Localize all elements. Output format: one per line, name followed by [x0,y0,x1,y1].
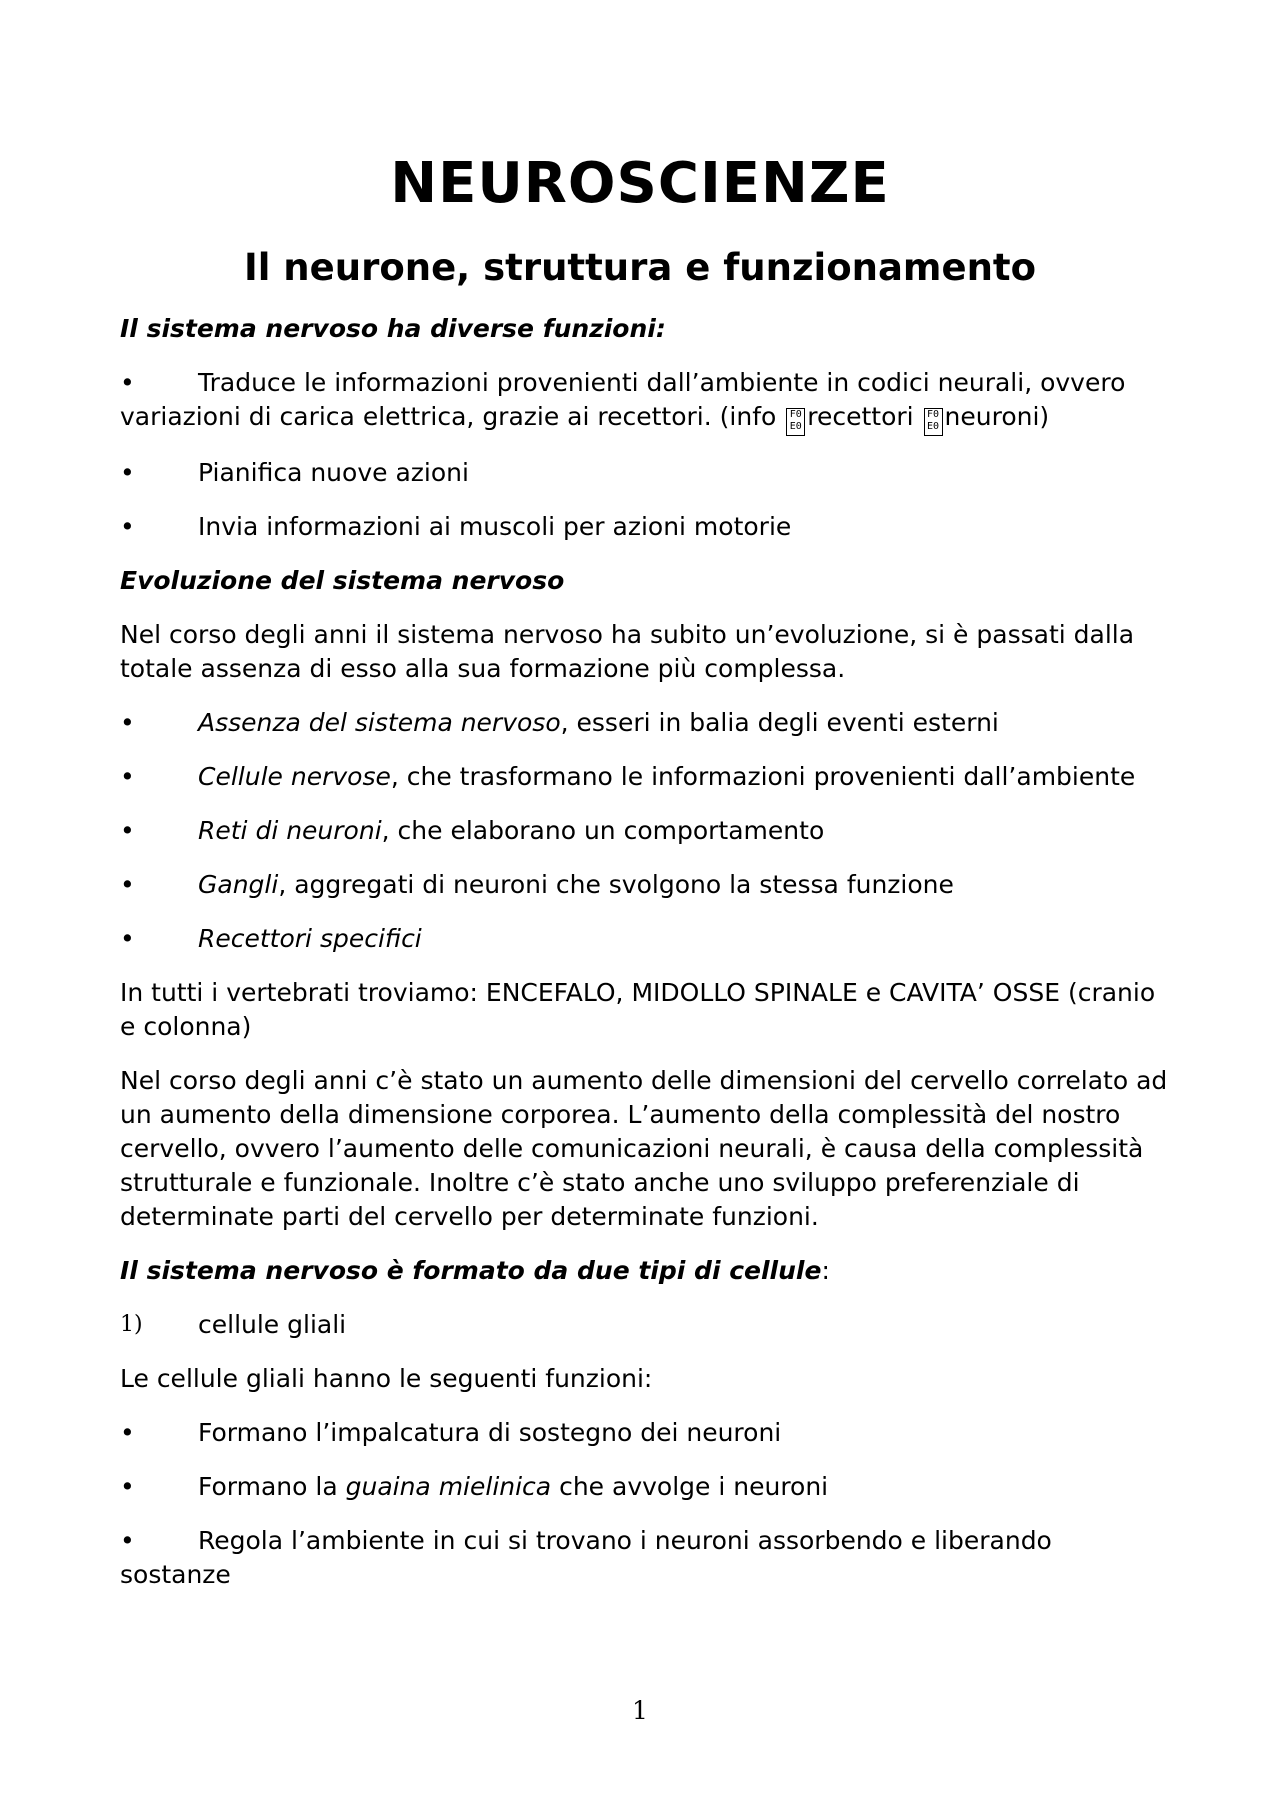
bullet-marker: • [120,1472,135,1501]
page-number: 1 [632,1696,648,1725]
numbered-item: 1) cellule gliali [120,1308,1170,1342]
bullet-marker: • [120,870,135,899]
list-item: • Invia informazioni ai muscoli per azioni motorie [120,510,1170,544]
bullet-marker: • [120,458,135,487]
bullet-marker: • [120,708,135,737]
list-item: • Gangli, aggregati di neuroni che svolgono la stessa funzione [120,868,1170,902]
list-item: • Pianifica nuove azioni [120,456,1170,490]
bullet-marker: • [120,816,135,845]
list-item: • Regola l’ambiente in cui si trovano i neuroni assorbendo e liberando sostanze [120,1526,1052,1589]
list-item: • Reti di neuroni, che elaborano un comportamento [120,814,1170,848]
section-heading-cellule: Il sistema nervoso è formato da due tipi di cellule: [120,1256,830,1285]
list-item: • Recettori specifici [120,922,1170,956]
list-item: • Formano l’impalcatura di sostegno dei neuroni [120,1416,1170,1450]
paragraph: Nel corso degli anni c’è stato un aumento delle dimensioni del cervello correlato ad un aumento della dimensione corporea. L’aumento della complessità del nostro cervello, ovvero l’aumento delle comunicazioni neurali, è causa della complessità strutturale e funzionale. Inoltre c’è stato anche uno sviluppo preferenziale di determinate parti del cervello per determinate funzioni. [120,1066,1168,1231]
list-item: • Assenza del sistema nervoso, esseri in balia degli eventi esterni [120,706,1170,740]
paragraph: In tutti i vertebrati troviamo: ENCEFALO, MIDOLLO SPINALE e CAVITA’ OSSE (cranio e colonna) [120,978,1156,1041]
document-body [120,312,1170,1612]
document-title: NEUROSCIENZE [390,151,890,216]
list-item: • Formano la guaina mielinica che avvolge i neuroni [120,1470,1170,1504]
arrow-glyph-icon: F0 E0 [924,408,943,436]
bullet-marker: • [120,924,135,953]
list-item: • Cellule nervose, che trasformano le informazioni provenienti dall’ambiente [120,760,1170,794]
arrow-glyph-icon: F0 E0 [786,408,805,436]
list-item: • Traduce le informazioni provenienti dall’ambiente in codici neurali, ovvero variazioni di carica elettrica, grazie ai recettori. (info F0 E0 recettori F0 E0 neuroni) [120,366,1170,436]
bullet-marker: • [120,512,135,541]
paragraph: Le cellule gliali hanno le seguenti funzioni: [120,1364,653,1393]
bullet-marker: • [120,762,135,791]
bullet-marker: • [120,1526,135,1555]
section-heading-evoluzione: Evoluzione del sistema nervoso [120,566,565,595]
number-marker: 1) [120,1312,143,1337]
paragraph: Nel corso degli anni il sistema nervoso ha subito un’evoluzione, si è passati dalla totale assenza di esso alla sua formazione più complessa. [120,620,1135,683]
section-heading-funzioni: Il sistema nervoso ha diverse funzioni: [120,314,666,343]
bullet-marker: • [120,368,135,397]
bullet-marker: • [120,1418,135,1447]
document-subtitle: Il neurone, struttura e funzionamento [243,246,1037,289]
